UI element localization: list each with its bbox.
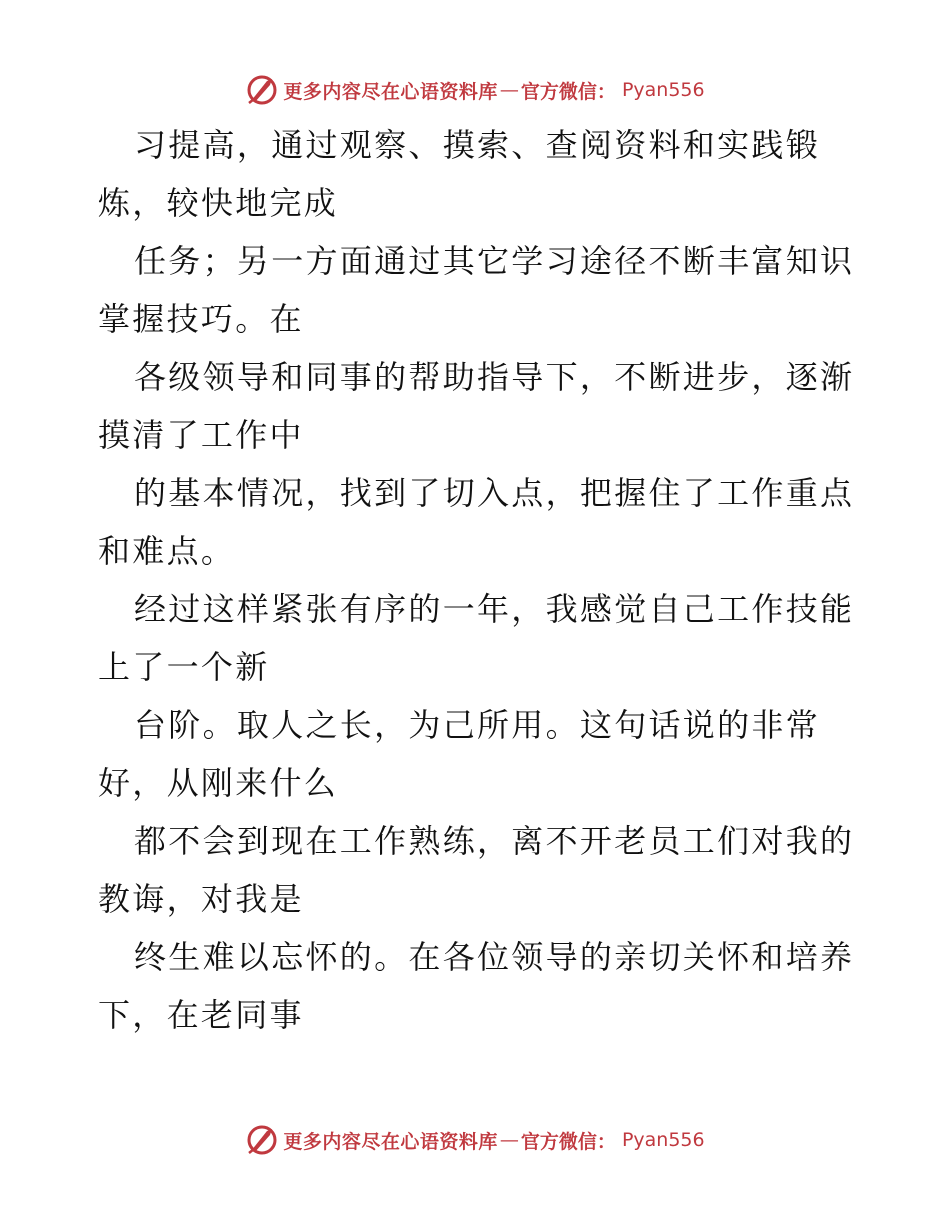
text-line: 各级领导和同事的帮助指导下，不断进步，逐渐 — [134, 358, 855, 396]
text-line: 终生难以忘怀的。在各位领导的亲切关怀和培养 — [134, 938, 855, 976]
text-line: 下，在老同事 — [98, 996, 304, 1034]
text-line: 和难点。 — [98, 532, 236, 570]
text-line: 炼，较快地完成 — [98, 184, 339, 222]
text-line: 摸清了工作中 — [98, 416, 304, 454]
text-line: 都不会到现在工作熟练，离不开老员工们对我的 — [134, 822, 855, 860]
footer-wechat-label: 官方微信： — [520, 1130, 616, 1153]
text-line: 习提高，通过观察、摸索、查阅资料和实践锻 — [134, 126, 821, 164]
footer-wechat-id: Pyan556 — [621, 1129, 705, 1151]
text-line: 好，从刚来什么 — [98, 764, 339, 802]
text-line: 台阶。取人之长，为己所用。这句话说的非常 — [134, 706, 821, 744]
footer-brand: 更多内容尽在心语资料库 — [283, 1130, 498, 1153]
header-wechat-label: 官方微信： — [520, 80, 616, 103]
header-brand: 更多内容尽在心语资料库 — [283, 80, 498, 103]
text-line: 经过这样紧张有序的一年，我感觉自己工作技能 — [134, 590, 855, 628]
header-separator: — — [499, 79, 519, 101]
footer-banner — [0, 1120, 950, 1160]
text-line: 教诲，对我是 — [98, 880, 304, 918]
quill-logo-icon — [245, 73, 279, 107]
text-line: 的基本情况，找到了切入点，把握住了工作重点 — [134, 474, 855, 512]
header-wechat-id: Pyan556 — [621, 79, 705, 101]
footer-separator: — — [499, 1129, 519, 1151]
quill-logo-icon — [245, 1123, 279, 1157]
body-text — [98, 116, 858, 1044]
text-line: 任务；另一方面通过其它学习途径不断丰富知识 — [134, 242, 855, 280]
text-line: 掌握技巧。在 — [98, 300, 304, 338]
text-line: 上了一个新 — [98, 648, 270, 686]
header-banner — [0, 70, 950, 110]
